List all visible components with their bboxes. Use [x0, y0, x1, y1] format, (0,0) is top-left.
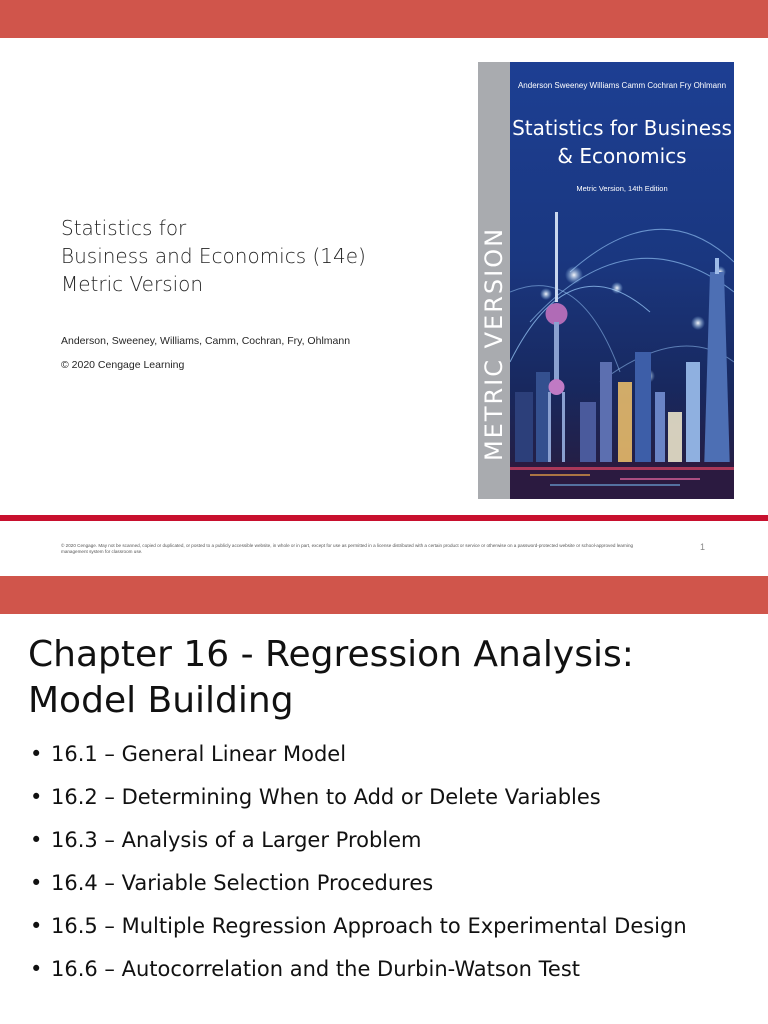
section-label: 16.5 – Multiple Regression Approach to Experimental Design — [51, 914, 687, 938]
bullet-icon: • — [30, 957, 43, 981]
header-bar — [0, 0, 768, 38]
chapter-slide — [0, 576, 768, 1024]
page-number: 1 — [700, 542, 706, 552]
cover-edition: Metric Version, 14th Edition — [576, 184, 668, 193]
chapter-title — [28, 632, 634, 724]
header-bar — [0, 576, 768, 614]
deck-title-line: Business and Economics (14e) — [61, 244, 366, 268]
book-spine — [478, 62, 510, 499]
cover-title-line: & Economics — [557, 144, 687, 168]
list-item — [28, 910, 748, 942]
authors: Anderson, Sweeney, Williams, Camm, Cochran, Fry, Ohlmann — [61, 335, 351, 347]
spine-label: METRIC VERSION — [480, 226, 508, 462]
section-label: 16.4 – Variable Selection Procedures — [51, 871, 434, 895]
cover-title — [510, 114, 734, 170]
bullet-icon: • — [30, 914, 43, 938]
list-item — [28, 738, 748, 770]
section-label: 16.1 – General Linear Model — [51, 742, 347, 766]
chapter-title-line: Model Building — [28, 680, 294, 721]
deck-title — [61, 214, 366, 298]
cover-front — [510, 62, 734, 499]
list-item — [28, 953, 748, 985]
bullet-icon: • — [30, 742, 43, 766]
list-item — [28, 824, 748, 856]
copyright: © 2020 Cengage Learning — [61, 359, 185, 371]
bullet-icon: • — [30, 828, 43, 852]
footer-legal-text: © 2020 Cengage. May not be scanned, copied or duplicated, or posted to a publicly accessible website, in whole or in part, except for use as permitted in a license distributed with a certain product or service or otherwise on a password-protected website or school-approved learning management system for classroom use. — [61, 543, 634, 555]
cover-authors: Anderson Sweeney Williams Camm Cochran Fry Ohlmann — [517, 81, 727, 90]
cover-title-line: Statistics for Business — [512, 116, 732, 140]
section-label: 16.2 – Determining When to Add or Delete Variables — [51, 785, 601, 809]
bullet-icon: • — [30, 871, 43, 895]
footer-rule — [0, 515, 768, 521]
chapter-title-line: Chapter 16 - Regression Analysis: — [28, 634, 634, 675]
list-item — [28, 781, 748, 813]
section-list — [28, 738, 748, 996]
bullet-icon: • — [30, 785, 43, 809]
list-item — [28, 867, 748, 899]
section-label: 16.6 – Autocorrelation and the Durbin-Watson Test — [51, 957, 581, 981]
book-cover — [478, 62, 734, 499]
deck-title-line: Metric Version — [61, 272, 204, 296]
section-label: 16.3 – Analysis of a Larger Problem — [51, 828, 422, 852]
deck-title-line: Statistics for — [61, 216, 187, 240]
